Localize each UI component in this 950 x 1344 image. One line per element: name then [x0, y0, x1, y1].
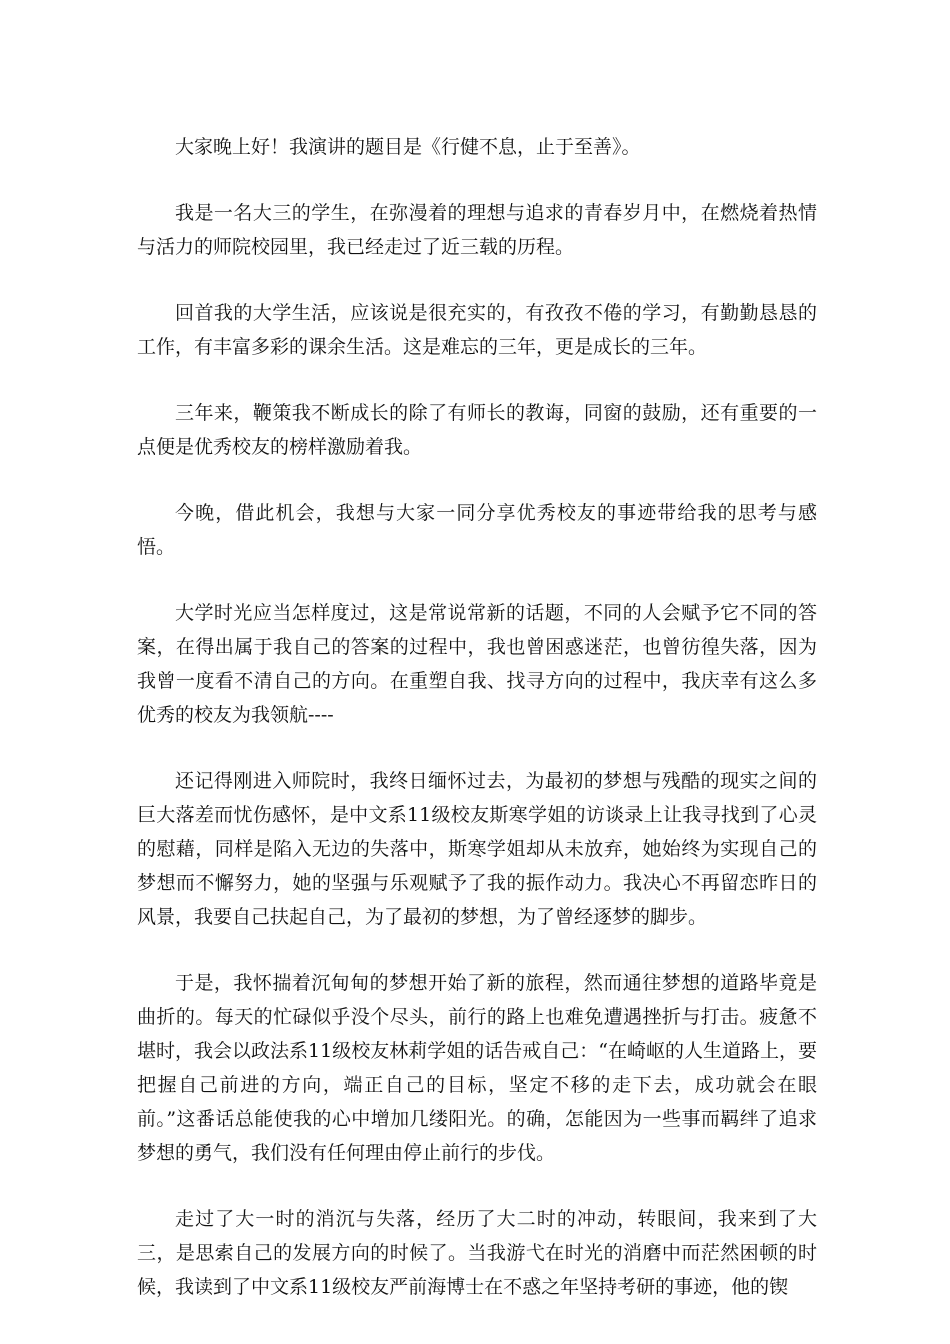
paragraph-college-life: 回首我的大学生活，应该说是很充实的，有孜孜不倦的学习，有勤勤恳恳的工作，有丰富多彩的课余生活。这是难忘的三年，更是成长的三年。 — [137, 302, 817, 358]
paragraph-introduction: 我是一名大三的学生，在弥漫着的理想与追求的青春岁月中，在燃烧着热情与活力的师院校园里，我已经走过了近三载的历程。 — [137, 202, 817, 258]
paragraph-greeting: 大家晚上好！我演讲的题目是《行健不息，止于至善》。 — [175, 136, 641, 158]
paragraph-first-year: 还记得刚进入师院时，我终日缅怀过去，为最初的梦想与残酷的现实之间的巨大落差而忧伤感怀，是中文系11级校友斯寒学姐的访谈录上让我寻找到了心灵的慰藉，同样是陷入无边的失落中，斯寒学姐却从未放弃，她始终为实现自己的梦想而不懈努力，她的坚强与乐观赋予了我的振作动力。我决心不再留恋昨日的风景，我要自己扶起自己，为了最初的梦想，为了曾经逐梦的脚步。 — [137, 770, 817, 928]
paragraph-sharing: 今晚，借此机会，我想与大家一同分享优秀校友的事迹带给我的思考与感悟。 — [137, 502, 817, 558]
paragraph-direction: 大学时光应当怎样度过，这是常说常新的话题，不同的人会赋予它不同的答案，在得出属于我自己的答案的过程中，我也曾困惑迷茫，也曾彷徨失落，因为我曾一度看不清自己的方向。在重塑自我、找寻方向的过程中，我庆幸有这么多优秀的校友为我领航---- — [137, 602, 817, 726]
paragraph-role-models: 三年来，鞭策我不断成长的除了有师长的教诲，同窗的鼓励，还有重要的一点便是优秀校友的榜样激励着我。 — [137, 402, 817, 458]
paragraph-journey: 于是，我怀揣着沉甸甸的梦想开始了新的旅程，然而通往梦想的道路毕竟是曲折的。每天的忙碌似乎没个尽头，前行的路上也难免遭遇挫折与打击。疲惫不堪时，我会以政法系11级校友林莉学姐的话告戒自己：“在崎岖的人生道路上，要把握自己前进的方向，端正自己的目标，坚定不移的走下去，成功就会在眼前。”这番话总能使我的心中增加几缕阳光。的确，怎能因为一些事而羁绊了追求梦想的勇气，我们没有任何理由停止前行的步伐。 — [137, 972, 817, 1164]
paragraph-third-year: 走过了大一时的消沉与失落，经历了大二时的冲动，转眼间，我来到了大三，是思索自己的发展方向的时候了。当我游弋在时光的消磨中而茫然困顿的时候，我读到了中文系11级校友严前海博士在不惑之年坚持考研的事迹，他的锲 — [137, 1208, 817, 1298]
document-body — [137, 130, 817, 1336]
